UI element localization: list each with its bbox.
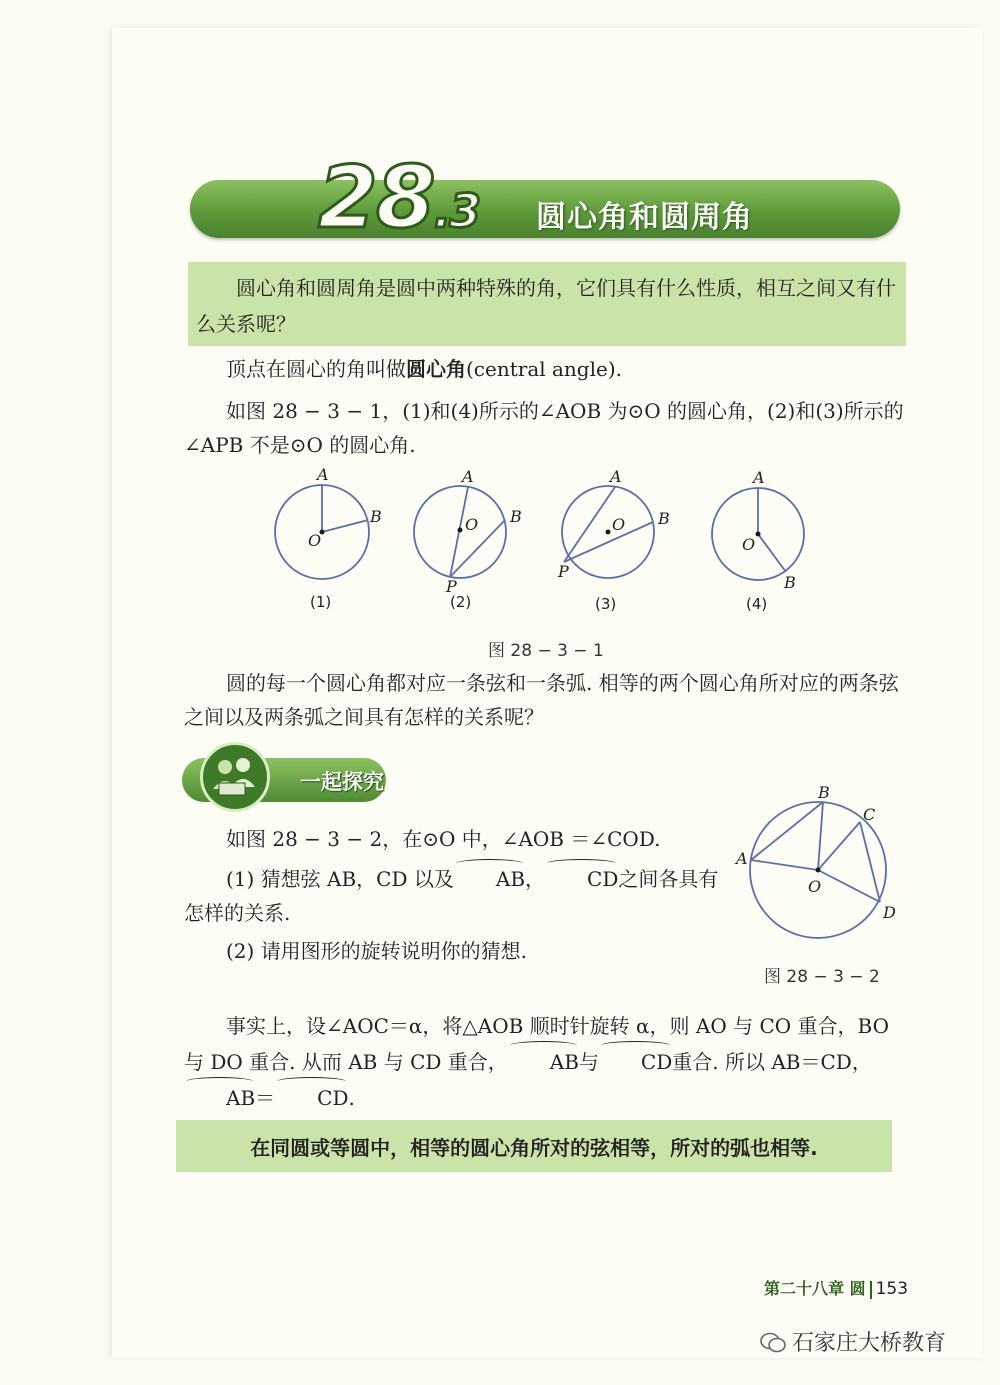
- definition-term: 圆心角: [406, 357, 466, 381]
- footer-topic: 圆: [849, 1279, 866, 1298]
- proof-text-1: 事实上，设∠AOC＝α，将△AOB 顺时针旋转 α，则 AO 与 CO 重合，BO 与 DO 重合. 从而 AB 与 CD 重合，: [184, 1014, 889, 1074]
- label-a-4: A: [753, 468, 765, 487]
- proof-arc-cd: CD: [599, 1044, 672, 1080]
- label-o-3: O: [612, 515, 626, 534]
- page-footer: [764, 1276, 908, 1299]
- label-b-1: B: [370, 507, 382, 526]
- proof-eq: ＝: [255, 1086, 276, 1110]
- arc-cd: CD: [545, 862, 618, 896]
- proof-mid: 与: [578, 1050, 599, 1074]
- arc-ab: AB: [454, 862, 525, 896]
- fig2-label-d: D: [883, 903, 896, 922]
- label-a-3: A: [610, 467, 622, 486]
- chat-bubble-icon: [760, 1332, 786, 1354]
- label-o-2: O: [465, 515, 479, 534]
- section-number-major: 28: [318, 148, 434, 248]
- figure-2-caption: 图 28 − 3 − 2: [764, 967, 880, 987]
- definition-prefix: 顶点在圆心的角叫做: [226, 357, 406, 381]
- explore-question-1: [184, 862, 724, 930]
- label-a-1: A: [317, 465, 329, 484]
- q1-text-b: 之间各具有怎样的关系.: [184, 867, 719, 925]
- people-computer-icon: [200, 742, 270, 812]
- intro-text: 圆心角和圆周角是圆中两种特殊的角，它们具有什么性质，相互之间又有什么关系呢？: [196, 276, 896, 336]
- section-number: [318, 148, 479, 248]
- footer-separator: [870, 1281, 872, 1299]
- section-title: 圆心角和圆周角: [536, 200, 753, 235]
- proof-paragraph: [184, 1008, 900, 1116]
- section-number-minor: 3: [449, 184, 480, 238]
- label-b-4: B: [784, 573, 796, 592]
- proof-text-2: 重合. 所以 AB＝CD，: [672, 1050, 872, 1074]
- fig2-label-c: C: [863, 805, 876, 824]
- label-b-3: B: [658, 509, 670, 528]
- q1-text-a: (1) 猜想弦 AB，CD 以及: [226, 867, 454, 891]
- sublabel-4: (4): [746, 595, 768, 613]
- explore-intro: 如图 28 − 3 − 2，在⊙O 中，∠AOB ＝∠COD.: [226, 827, 661, 851]
- footer-chapter: 第二十八章: [764, 1279, 845, 1298]
- fig2-label-a: A: [736, 849, 748, 868]
- definition-suffix: (central angle).: [466, 357, 622, 381]
- sublabel-1: (1): [310, 593, 332, 611]
- radius-ob-1: [322, 520, 368, 532]
- figure-28-3-2: [730, 780, 910, 950]
- label-p-2: P: [446, 577, 457, 596]
- paragraph-2: 圆的每一个圆心角都对应一条弦和一条弧. 相等的两个圆心角所对应的两条弦之间以及两条弧之间具有怎样的关系呢？: [184, 671, 899, 729]
- label-o-4: O: [742, 535, 756, 554]
- page-number: 153: [875, 1279, 909, 1299]
- figure-1-caption: 图 28 − 3 − 1: [488, 641, 604, 661]
- explore-label: 一起探究: [300, 770, 384, 794]
- label-o-1: O: [308, 531, 322, 550]
- definition-paragraph: [184, 352, 904, 386]
- fig2-label-o: O: [808, 877, 822, 896]
- proof-end: .: [348, 1086, 355, 1110]
- fig2-label-b: B: [818, 783, 830, 802]
- sublabel-3: (3): [595, 595, 617, 613]
- label-p-3: P: [558, 562, 569, 581]
- conclusion-text: 在同圆或等圆中，相等的圆心角所对的弦相等，所对的弧也相等.: [250, 1136, 818, 1160]
- proof-arc-cd-2: CD: [275, 1080, 348, 1116]
- proof-arc-ab: AB: [508, 1044, 579, 1080]
- label-a-2: A: [462, 467, 474, 486]
- q1-sep: ，: [525, 867, 546, 891]
- watermark-text: 石家庄大桥教育: [792, 1331, 947, 1356]
- label-b-2: B: [510, 507, 522, 526]
- radius-ob-4: [758, 534, 786, 572]
- watermark: [760, 1326, 946, 1357]
- sublabel-2: (2): [450, 593, 472, 611]
- figure-28-3-1: [260, 462, 820, 622]
- explore-question-2: (2) 请用图形的旋转说明你的猜想.: [226, 939, 528, 963]
- paragraph-1: 如图 28 − 3 − 1，(1)和(4)所示的∠AOB 为⊙O 的圆心角，(2)和(3)所示的∠APB 不是⊙O 的圆心角.: [184, 399, 904, 457]
- section-number-dot: .: [433, 184, 450, 238]
- proof-arc-ab-2: AB: [184, 1080, 255, 1116]
